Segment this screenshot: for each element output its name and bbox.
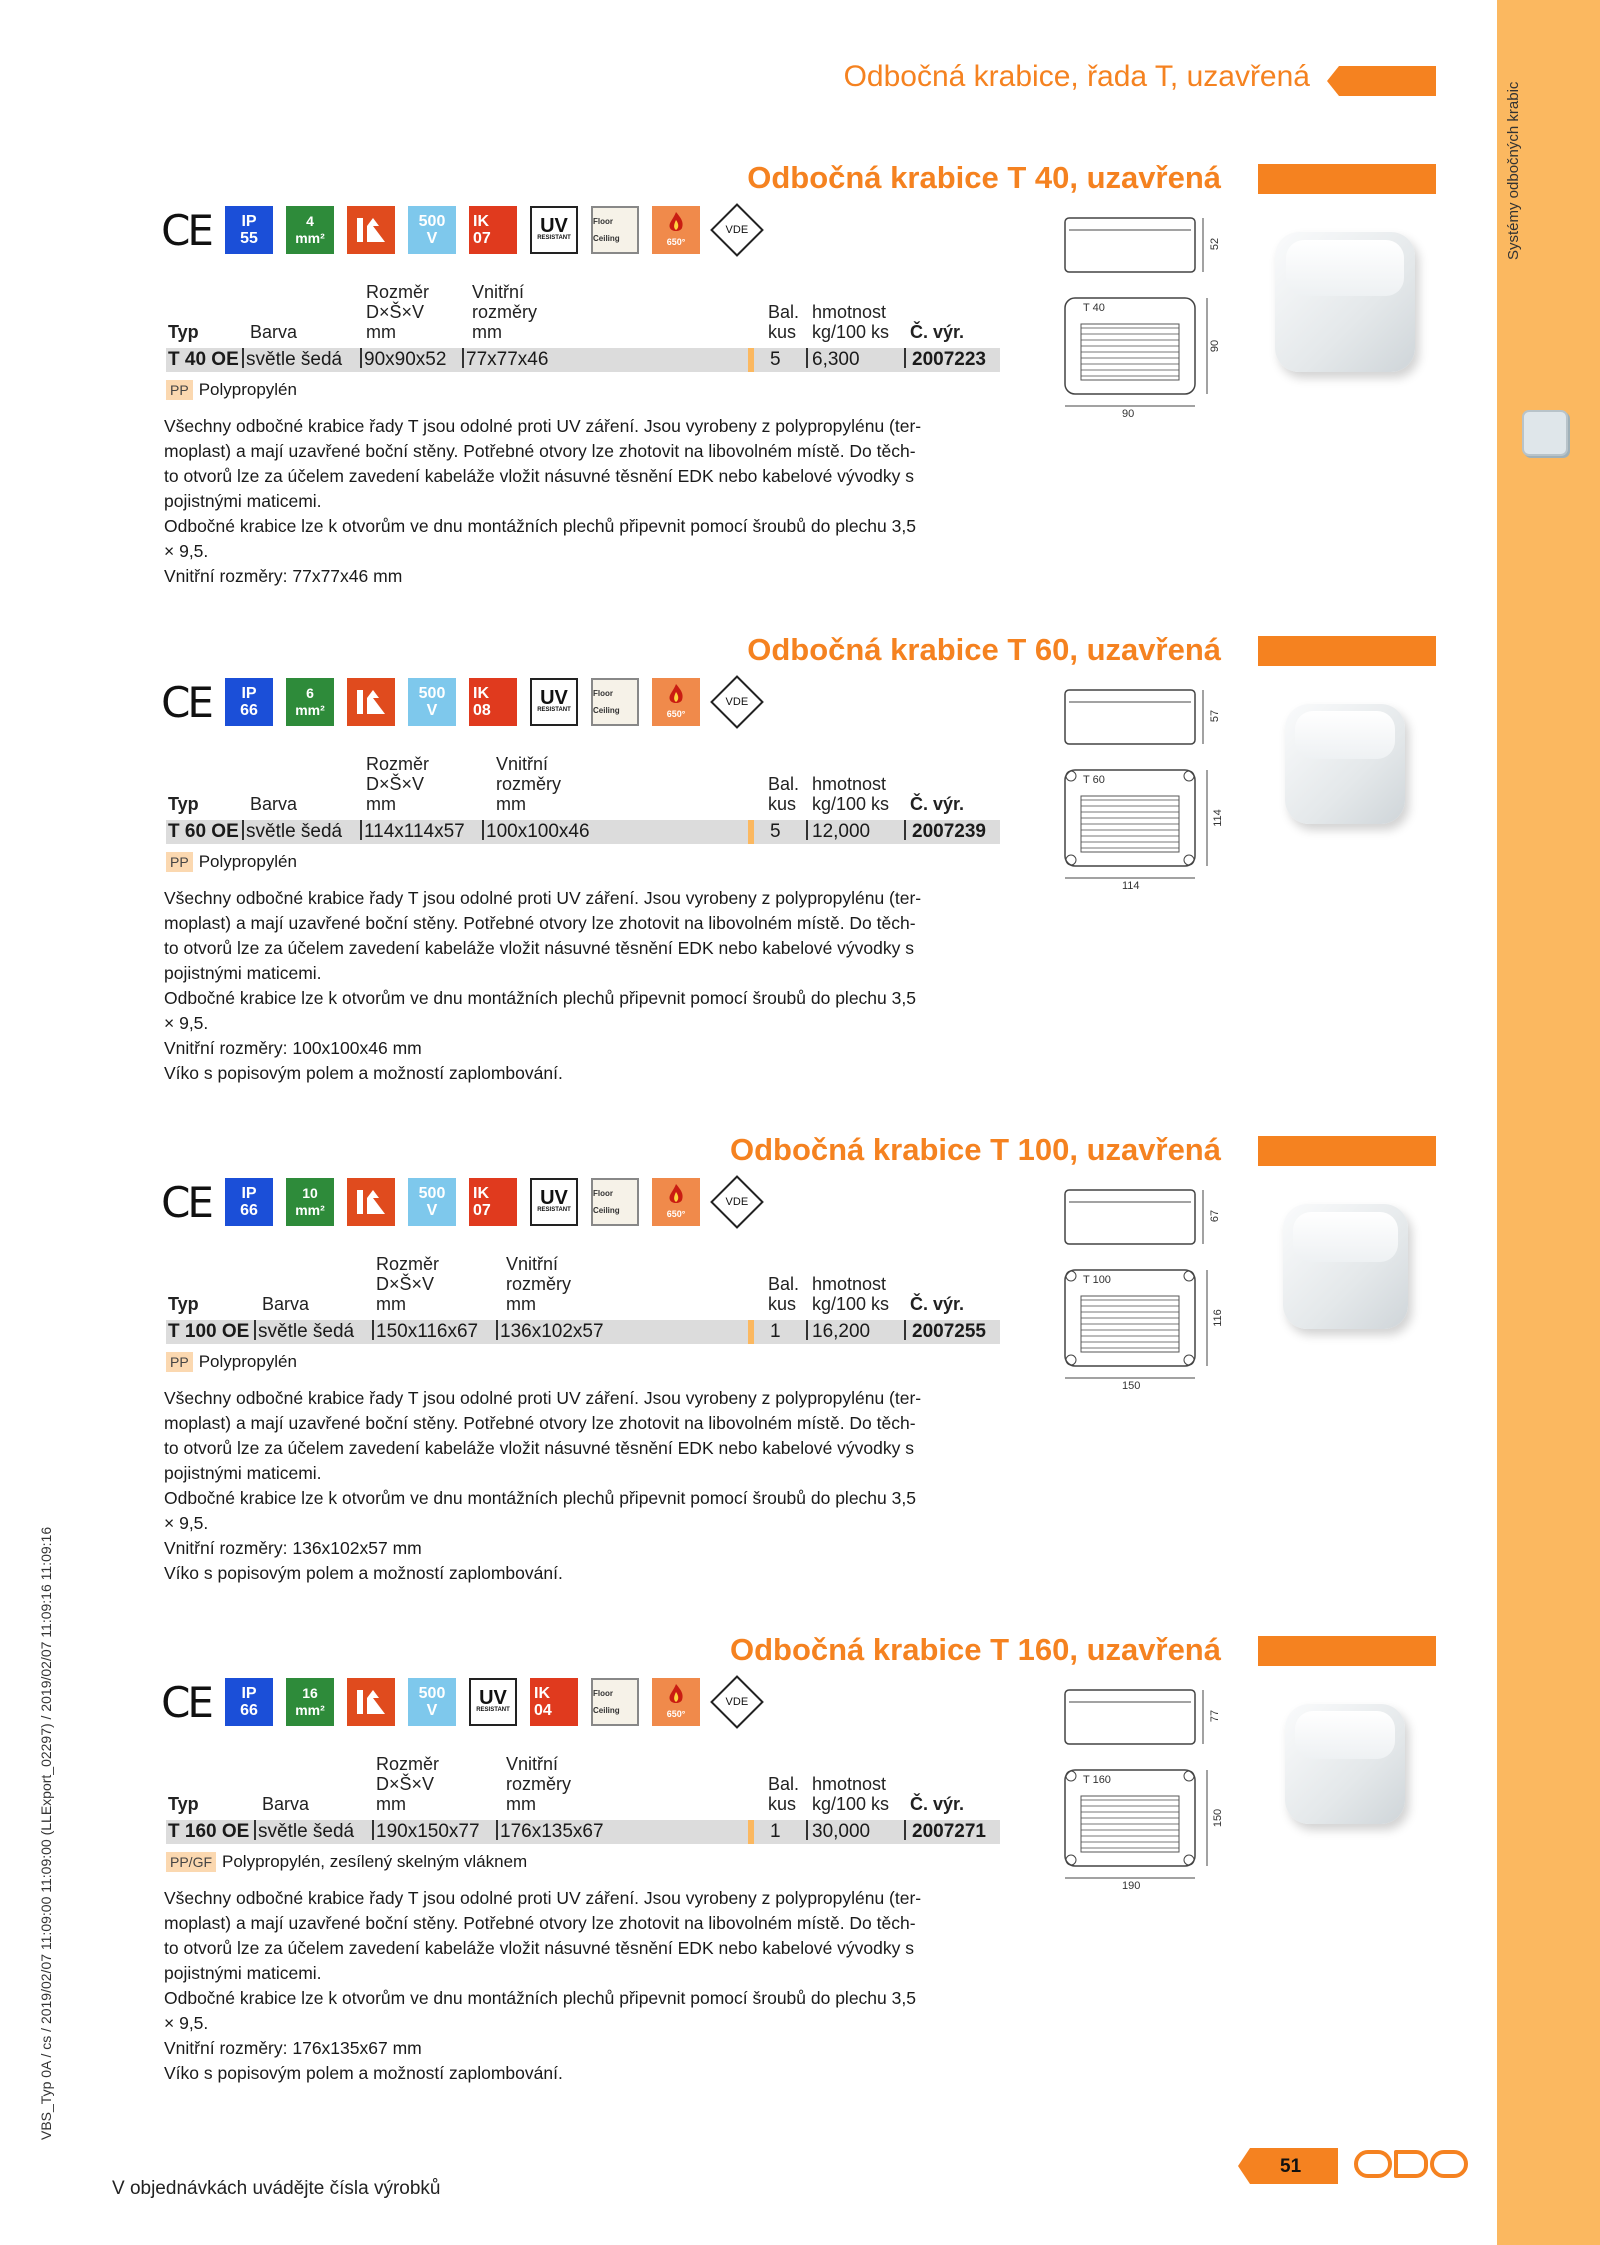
material-note [166,1852,527,1872]
footer-note: V objednávkách uvádějte čísla výrobků [112,2178,441,2199]
header-barva: Barva [250,794,298,814]
header-vnitrni-unit: mm [496,794,526,814]
cell-cislo-vyrobku: 2007223 [912,349,986,370]
description-line: Všechny odbočné krabice řady T jsou odolné proti UV záření. Jsou vyrobeny z polypropylénu (ter- [164,416,922,436]
header-rozmer-dims: D×Š×V [376,1774,435,1794]
ip-rating-icon [225,1678,273,1726]
header-vnitrni-unit: mm [506,1794,536,1814]
conductor-size-unit: mm² [295,230,325,246]
flame-retardant-icon [347,1678,395,1726]
vde-label: VDE [725,1695,749,1708]
vde-mark-icon [713,206,761,254]
glow-wire-650-icon [652,206,700,254]
conductor-size-unit: mm² [295,702,325,718]
certification-icons [160,1174,761,1230]
uv-resistant-icon [530,1178,578,1226]
description-line: to otvorů lze za účelem zavedení kabeláže vložit násuvné těsnění EDK nebo kabelové vývodky s [164,1938,915,1958]
ik-value: 08 [473,702,491,719]
description-line: × 9,5. [164,1013,209,1033]
conductor-size-value: 6 [306,685,314,701]
uv-resistant-icon [469,1678,517,1726]
header-typ: Typ [168,1294,199,1314]
description-line: moplast) a mají uzavřené boční stěny. Potřebné otvory lze zhotovit na libovolném místě. Do těch- [164,913,916,933]
uv-label: UV [540,1187,568,1209]
vde-diamond [710,675,764,729]
dimension-width: 190 [1122,1880,1141,1892]
cell-bal: 5 [770,349,781,370]
ip-label: IP [241,1685,257,1702]
vde-diamond [710,1175,764,1229]
material-text: Polypropylén, zesílený skelným vláknem [222,1852,528,1871]
cell-barva: světle šedá [246,821,343,842]
voltage-rating-icon [408,206,456,254]
ce-mark-icon: CE [161,1177,211,1227]
header-rozmer-dims: D×Š×V [366,302,425,322]
glow-wire-value: 650° [666,236,686,247]
technical-drawing [1055,682,1255,892]
floor-ceiling-icon: Floor Ceiling [591,206,639,254]
technical-drawing [1055,1682,1255,1892]
flame-retardant-icon [347,1178,395,1226]
uv-label: UV [540,215,568,237]
cell-typ: T 160 OE [168,1821,250,1842]
header-vnitrni-unit: mm [506,1294,536,1314]
header-rozmer: Rozměr [366,282,430,302]
section-title: Odbočná krabice T 160, uzavřená [729,1632,1221,1667]
header-bal-unit: kus [768,322,797,342]
header-rozmer-unit: mm [376,1294,406,1314]
header-flag-icon [1327,66,1436,96]
vde-diamond [710,203,764,257]
ik-label: IK [473,213,489,230]
header-rozmer-unit: mm [366,794,396,814]
header-vnitrni: Vnitřní [506,1254,559,1274]
dimension-width: 114 [1122,880,1140,892]
impact-rating-icon [530,1678,578,1726]
floor-ceiling-icon: Floor Ceiling [591,1678,639,1726]
conductor-size-unit: mm² [295,1202,325,1218]
cell-bal: 5 [770,821,781,842]
ip-rating-icon [225,206,273,254]
ce-mark-icon: CE [161,1677,211,1727]
cell-rozmer: 150x116x67 [376,1321,479,1342]
header-vnitrni-unit: mm [472,322,502,342]
header-barva: Barva [250,322,298,342]
description-line: Víko s popisovým polem a možností zaplombování. [164,2063,563,2083]
description-line: pojistnými maticemi. [164,963,322,983]
cell-separator-orange [748,348,754,372]
drawing-lid-label: T 60 [1083,774,1105,786]
glow-wire-value: 650° [666,1208,686,1219]
description-line: moplast) a mají uzavřené boční stěny. Potřebné otvory lze zhotovit na libovolném místě. Do těch- [164,1913,916,1933]
description-line: Odbočné krabice lze k otvorům ve dnu montážních plechů připevnit pomocí šroubů do plechu 3,5 [164,516,916,536]
header-hmotnost-unit: kg/100 ks [812,1794,890,1814]
cell-separator [904,1320,906,1340]
section-title-bar [1258,1636,1436,1666]
description-line: Všechny odbočné krabice řady T jsou odolné proti UV záření. Jsou vyrobeny z polypropylénu (ter- [164,888,922,908]
header-bal-unit: kus [768,1794,797,1814]
header-rozmer: Rozměr [376,1254,440,1274]
ik-value: 07 [473,1202,491,1219]
material-code: PP/GF [166,1852,216,1872]
description-line: Víko s popisovým polem a možností zaplombování. [164,1563,563,1583]
header-rozmer: Rozměr [366,754,430,774]
certification-icons [160,1674,761,1730]
header-bal: Bal. [768,1774,800,1794]
cell-separator [806,348,808,368]
impact-rating-icon [469,206,517,254]
header-vnitrni: Vnitřní [496,754,549,774]
voltage-unit: V [426,1202,438,1219]
product-photo [1285,1704,1405,1824]
material-code: PP [166,1352,193,1372]
voltage-rating-icon [408,1178,456,1226]
cell-separator [904,348,906,368]
cell-bal: 1 [770,1321,781,1342]
conductor-size-value: 10 [302,1185,318,1201]
material-text: Polypropylén [198,380,297,399]
header-cislo-vyrobku: Č. výr. [910,794,965,814]
cell-rozmer: 90x90x52 [364,349,447,370]
product-section [0,632,1497,1112]
cell-separator [360,820,362,840]
ip-value: 66 [240,702,258,719]
section-title-bar [1258,1136,1436,1166]
voltage-unit: V [426,230,438,247]
cell-barva: světle šedá [258,1821,355,1842]
technical-drawing [1055,210,1255,420]
header-vnitrni-rozmery: rozměry [506,1274,572,1294]
dimension-height: 52 [1209,237,1222,251]
cell-vnitrni: 136x102x57 [500,1321,604,1342]
header-hmotnost: hmotnost [812,774,887,794]
material-note [166,852,297,872]
cell-separator [496,1320,498,1340]
ip-value: 66 [240,1702,258,1719]
ce-mark-icon: CE [161,677,211,727]
header-cislo-vyrobku: Č. výr. [910,322,965,342]
table-row [166,1320,1000,1344]
ip-rating-icon [225,678,273,726]
ik-value: 04 [534,1702,552,1719]
vde-diamond [710,1675,764,1729]
product-photo [1275,232,1415,372]
header-bal-unit: kus [768,794,797,814]
cell-separator-orange [748,1320,754,1344]
description-line: moplast) a mají uzavřené boční stěny. Potřebné otvory lze zhotovit na libovolném místě. Do těch- [164,1413,916,1433]
table-row [166,348,1000,372]
description-line: × 9,5. [164,541,209,561]
page-title: Odbočná krabice, řada T, uzavřená [843,60,1310,93]
product-description [164,1386,1000,1586]
product-photo [1283,1204,1408,1329]
description-line: to otvorů lze za účelem zavedení kabeláže vložit násuvné těsnění EDK nebo kabelové vývodky s [164,466,915,486]
uv-sublabel: RESISTANT [476,1707,510,1713]
cell-separator [904,1820,906,1840]
product-section [0,160,1497,640]
cell-separator [372,1320,374,1340]
vde-mark-icon [713,1178,761,1226]
table-row [166,820,1000,844]
header-vnitrni: Vnitřní [506,1754,559,1774]
dimension-height: 77 [1209,1709,1222,1723]
cell-hmotnost: 6,300 [812,349,860,370]
header-typ: Typ [168,1794,199,1814]
uv-sublabel: RESISTANT [537,707,571,713]
header-typ: Typ [168,322,199,342]
cell-rozmer: 114x114x57 [364,821,465,842]
cell-separator [904,820,906,840]
floor-ceiling-icon: Floor Ceiling [591,678,639,726]
uv-label: UV [540,687,568,709]
cell-vnitrni: 100x100x46 [486,821,590,842]
cell-typ: T 100 OE [168,1321,250,1342]
impact-rating-icon [469,1178,517,1226]
voltage-value: 500 [418,213,446,230]
vde-label: VDE [725,1195,749,1208]
conductor-size-unit: mm² [295,1702,325,1718]
cell-separator-orange [748,820,754,844]
header-hmotnost: hmotnost [812,1274,887,1294]
drawing-lid-label: T 40 [1083,302,1105,314]
section-title: Odbočná krabice T 100, uzavřená [729,1132,1221,1167]
section-title-bar [1258,164,1436,194]
certification-icons [160,202,761,258]
voltage-value: 500 [418,1685,446,1702]
header-barva: Barva [262,1794,310,1814]
obo-logo [1354,2150,1468,2182]
dimension-width: 90 [1122,408,1135,420]
header-bal-unit: kus [768,1294,797,1314]
header-bal: Bal. [768,1274,800,1294]
flame-retardant-icon [347,206,395,254]
cell-cislo-vyrobku: 2007239 [912,821,986,842]
ik-label: IK [534,1685,550,1702]
material-note [166,380,297,400]
ip-label: IP [241,213,257,230]
cell-typ: T 40 OE [168,349,239,370]
description-line: Víko s popisovým polem a možností zaplombování. [164,1063,563,1083]
material-text: Polypropylén [198,1352,297,1371]
voltage-unit: V [426,702,438,719]
product-section [0,1132,1497,1612]
material-text: Polypropylén [198,852,297,871]
cell-separator [806,1320,808,1340]
cell-rozmer: 190x150x77 [376,1821,480,1842]
cell-separator [254,1820,256,1840]
cell-separator [482,820,484,840]
header-rozmer: Rozměr [376,1754,440,1774]
cell-separator [806,820,808,840]
glow-wire-650-icon [652,1178,700,1226]
dimension-height: 57 [1209,709,1222,723]
cell-vnitrni: 176x135x67 [500,1821,604,1842]
dimension-depth: 90 [1209,339,1222,353]
ip-value: 55 [240,230,258,247]
header-vnitrni-rozmery: rozměry [496,774,562,794]
header-typ: Typ [168,794,199,814]
uv-sublabel: RESISTANT [537,1207,571,1213]
description-line: pojistnými maticemi. [164,491,322,511]
ip-value: 66 [240,1202,258,1219]
header-vnitrni-rozmery: rozměry [472,302,538,322]
header-hmotnost-unit: kg/100 ks [812,1294,890,1314]
header-hmotnost: hmotnost [812,1774,887,1794]
header-hmotnost-unit: kg/100 ks [812,322,890,342]
voltage-value: 500 [418,685,446,702]
cell-hmotnost: 30,000 [812,1821,871,1842]
technical-drawing [1055,1182,1255,1392]
product-section [0,1632,1497,2112]
cell-separator [806,1820,808,1840]
vde-label: VDE [725,223,749,236]
cell-separator [496,1820,498,1840]
uv-resistant-icon [530,206,578,254]
uv-label: UV [479,1687,507,1709]
header-hmotnost: hmotnost [812,302,887,322]
sidebar [1497,0,1600,2245]
ip-label: IP [241,685,257,702]
cell-separator [254,1320,256,1340]
ik-value: 07 [473,230,491,247]
section-title-bar [1258,636,1436,666]
flame-retardant-icon [347,678,395,726]
cell-separator [462,348,464,368]
header-rozmer-unit: mm [376,1794,406,1814]
description-line: pojistnými maticemi. [164,1963,322,1983]
voltage-rating-icon [408,678,456,726]
description-line: Vnitřní rozměry: 136x102x57 mm [164,1538,422,1558]
conductor-size-value: 16 [302,1685,318,1701]
section-title: Odbočná krabice T 60, uzavřená [747,632,1221,667]
description-line: pojistnými maticemi. [164,1463,322,1483]
conductor-size-icon [286,678,334,726]
description-line: Vnitřní rozměry: 176x135x67 mm [164,2038,422,2058]
glow-wire-650-icon [652,678,700,726]
ce-mark-icon: CE [161,205,211,255]
material-note [166,1352,297,1372]
description-line: to otvorů lze za účelem zavedení kabeláže vložit násuvné těsnění EDK nebo kabelové vývodky s [164,1438,915,1458]
certification-icons [160,674,761,730]
ik-label: IK [473,1185,489,1202]
sidebar-category-text [1505,220,1525,260]
description-line: Všechny odbočné krabice řady T jsou odolné proti UV záření. Jsou vyrobeny z polypropylénu (ter- [164,1888,922,1908]
cell-cislo-vyrobku: 2007271 [912,1821,986,1842]
uv-sublabel: RESISTANT [537,235,571,241]
ik-label: IK [473,685,489,702]
header-rozmer-dims: D×Š×V [376,1274,435,1294]
product-description [164,414,1000,589]
glow-wire-value: 650° [666,708,686,719]
material-code: PP [166,852,193,872]
table-row [166,1820,1000,1844]
drawing-lid-label: T 160 [1083,1774,1111,1786]
header-cislo-vyrobku: Č. výr. [910,1794,965,1814]
cell-separator [242,820,244,840]
dimension-width: 150 [1122,1380,1141,1392]
header-cislo-vyrobku: Č. výr. [910,1294,965,1314]
floor-ceiling-icon: Floor Ceiling [591,1178,639,1226]
header-vnitrni-rozmery: rozměry [506,1774,572,1794]
ip-rating-icon [225,1178,273,1226]
cell-separator [372,1820,374,1840]
header-rozmer-dims: D×Š×V [366,774,425,794]
vde-label: VDE [725,695,749,708]
header-bal: Bal. [768,774,800,794]
description-line: Odbočné krabice lze k otvorům ve dnu montážních plechů připevnit pomocí šroubů do plechu 3,5 [164,988,916,1008]
vde-mark-icon [713,1678,761,1726]
header-barva: Barva [262,1294,310,1314]
cell-hmotnost: 16,200 [812,1321,871,1342]
description-line: Všechny odbočné krabice řady T jsou odolné proti UV záření. Jsou vyrobeny z polypropylénu (ter- [164,1388,922,1408]
header-rozmer-unit: mm [366,322,396,342]
description-line: × 9,5. [164,2013,209,2033]
header-bal: Bal. [768,302,800,322]
uv-resistant-icon [530,678,578,726]
header-vnitrni: Vnitřní [472,282,525,302]
dimension-height: 67 [1209,1209,1222,1223]
cell-hmotnost: 12,000 [812,821,871,842]
junction-box-thumbnail-icon [1522,410,1568,456]
cell-vnitrni: 77x77x46 [466,349,549,370]
description-line: Odbočné krabice lze k otvorům ve dnu montážních plechů připevnit pomocí šroubů do plechu 3,5 [164,1988,916,2008]
description-line: Odbočné krabice lze k otvorům ve dnu montážních plechů připevnit pomocí šroubů do plechu 3,5 [164,1488,916,1508]
conductor-size-icon [286,1178,334,1226]
conductor-size-icon [286,206,334,254]
cell-bal: 1 [770,1821,781,1842]
description-line: Vnitřní rozměry: 77x77x46 mm [164,566,403,586]
product-description [164,1886,1000,2086]
dimension-depth: 116 [1211,1309,1224,1327]
cell-barva: světle šedá [246,349,343,370]
product-photo [1285,704,1405,824]
cell-barva: světle šedá [258,1321,355,1342]
dimension-depth: 150 [1212,1808,1225,1828]
page-number: 51 [1280,2156,1302,2177]
drawing-lid-label: T 100 [1083,1274,1111,1286]
impact-rating-icon [469,678,517,726]
glow-wire-value: 650° [666,1708,686,1719]
voltage-value: 500 [418,1185,446,1202]
ip-label: IP [241,1185,257,1202]
description-line: × 9,5. [164,1513,209,1533]
cell-separator-orange [748,1820,754,1844]
description-line: moplast) a mají uzavřené boční stěny. Potřebné otvory lze zhotovit na libovolném místě. Do těch- [164,441,916,461]
product-description [164,886,1000,1086]
dimension-depth: 114 [1211,809,1224,827]
voltage-rating-icon [408,1678,456,1726]
cell-cislo-vyrobku: 2007255 [912,1321,986,1342]
cell-typ: T 60 OE [168,821,239,842]
header-hmotnost-unit: kg/100 ks [812,794,890,814]
cell-separator [360,348,362,368]
description-line: Vnitřní rozměry: 100x100x46 mm [164,1038,422,1058]
voltage-unit: V [426,1702,438,1719]
cell-separator [242,348,244,368]
print-metadata: VBS_Typ 0A / cs / 2019/02/07 11:09:00 11:09:00 (LLExport_02297) / 2019/02/07 11:09:16 11:09:16 [38,1526,54,2140]
description-line: to otvorů lze za účelem zavedení kabeláže vložit násuvné těsnění EDK nebo kabelové vývodky s [164,938,915,958]
conductor-size-icon [286,1678,334,1726]
vde-mark-icon [713,678,761,726]
section-title: Odbočná krabice T 40, uzavřená [747,160,1221,195]
glow-wire-650-icon [652,1678,700,1726]
conductor-size-value: 4 [306,213,314,229]
material-code: PP [166,380,193,400]
